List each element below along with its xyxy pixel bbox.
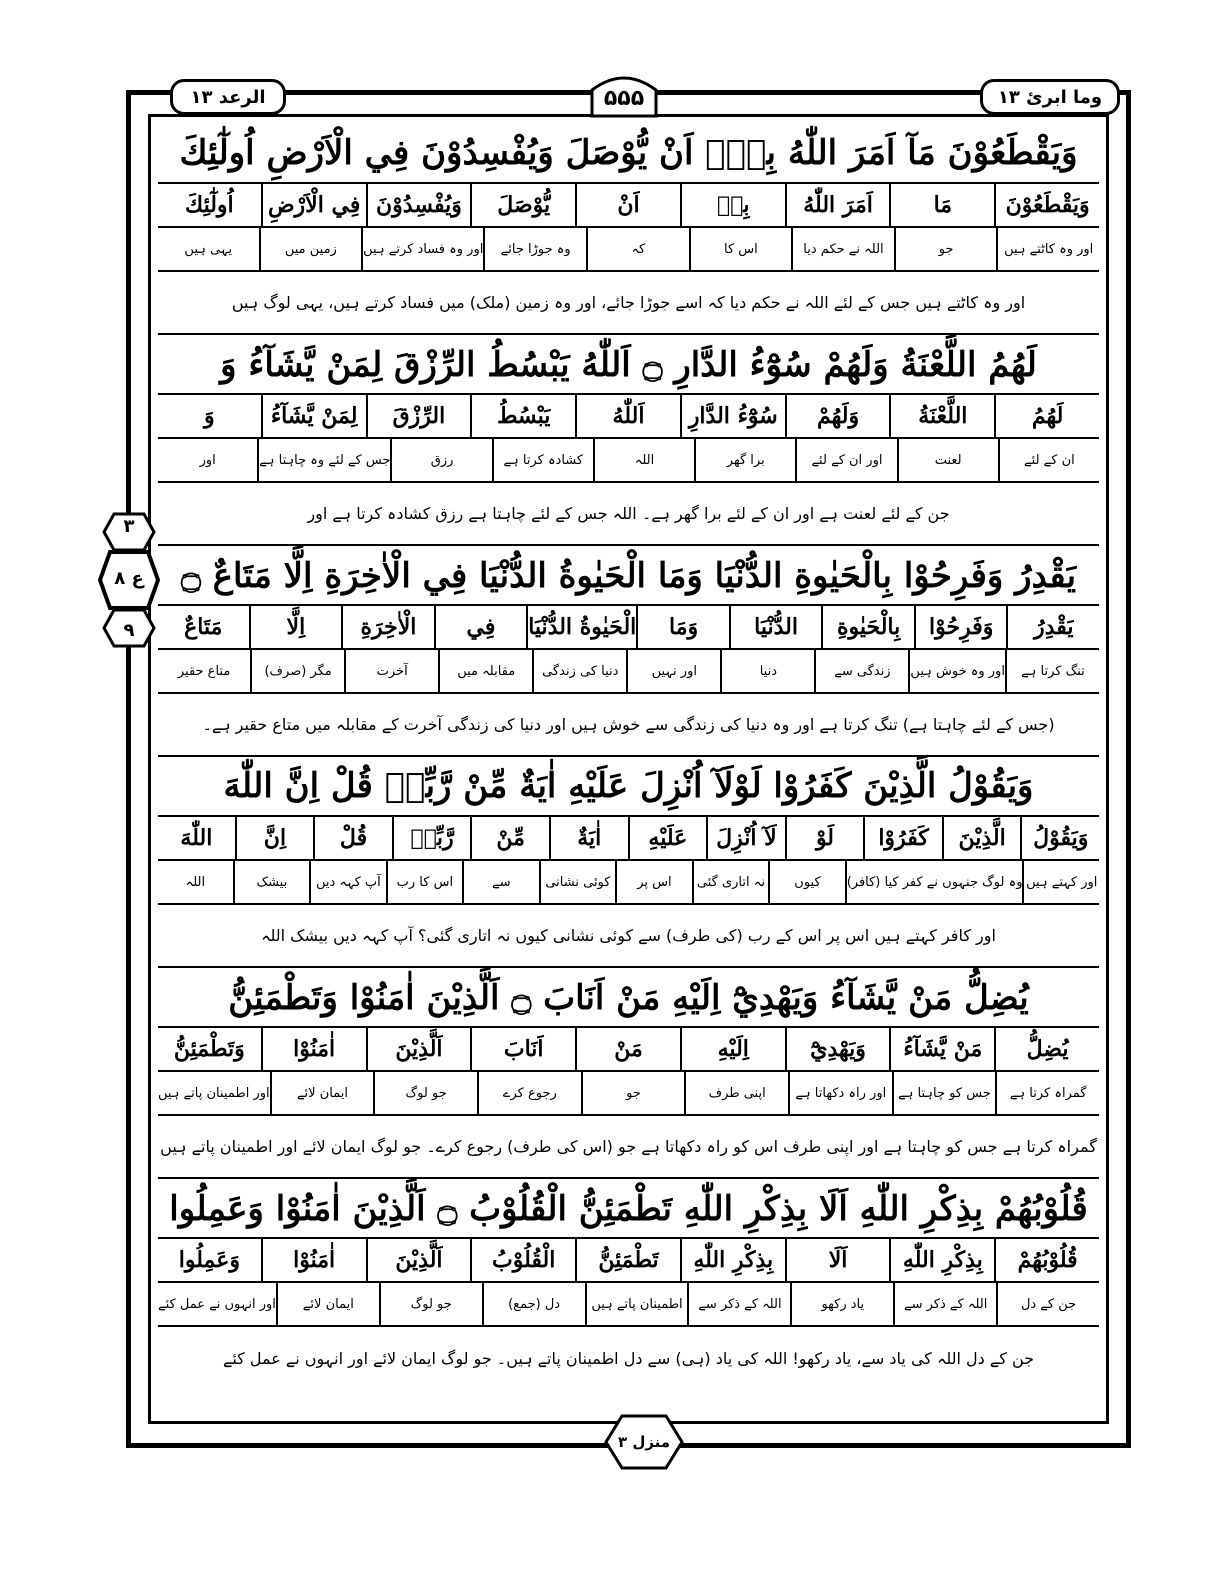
- translation-line: گمراہ کرتا ہے جس کو چاہتا ہے اور اپنی طرف اس کو راہ دکھاتا ہے جو (اس کی طرف) رجوع کرے۔ جو لوگ ایمان لائے اور اطمینان پاتے ہیں: [158, 1116, 1099, 1179]
- meaning-row: [158, 439, 1099, 483]
- meaning-row: [158, 650, 1099, 694]
- word-cell: اٰيَةٌ: [549, 817, 628, 859]
- meaning-cell: وہ جوڑا جائے: [483, 228, 586, 270]
- word-cell: بِالْحَيٰوةِ: [821, 606, 914, 648]
- word-cell: الدُّنْيَا: [729, 606, 822, 648]
- word-cell: اَنْ: [575, 184, 680, 226]
- word-cell: اَلَّذِيْنَ: [366, 1028, 471, 1070]
- meaning-row: [158, 1283, 1099, 1327]
- page-number: ۵۵۵: [603, 85, 645, 111]
- translation-line: اور کافر کہتے ہیں اس پر اس کے رب (کی طرف) سے کوئی نشانی کیوں نہ اتاری گئی؟ آپ کہہ دیں بیشک اللہ: [158, 905, 1099, 968]
- word-cell: الْقُلُوْبُ: [470, 1239, 575, 1281]
- word-cell: اِنَّ: [235, 817, 314, 859]
- word-cell: تَطْمَئِنُّ: [575, 1239, 680, 1281]
- ruku-number-bottom: ۹: [123, 620, 135, 641]
- word-cell: مَنْ يَّشَآءُ: [889, 1028, 994, 1070]
- word-cell: مِّنْ: [470, 817, 549, 859]
- word-cell: فِي الْاَرْضِ: [261, 184, 366, 226]
- meaning-cell: مقابلہ میں: [438, 650, 532, 692]
- word-cell: اُولٰٓئِكَ: [185, 192, 234, 218]
- word-cell: الرِّزْقَ: [366, 395, 471, 437]
- meaning-cell: اپنی طرف: [684, 1072, 788, 1114]
- translation-line: جن کے دل اللہ کی یاد سے، یاد رکھو! اللہ کی یاد (ہی) سے دل اطمینان پاتے ہیں۔ جو لوگ ایمان لائے اور انہوں نے عمل کئے: [222, 1349, 1035, 1368]
- meaning-row: [158, 861, 1099, 905]
- word-row: [158, 395, 1099, 439]
- meaning-cell: اس پر: [615, 861, 692, 903]
- meaning-cell: اور وہ کاٹتے ہیں: [996, 228, 1099, 270]
- translation-line: جن کے لئے لعنت ہے اور ان کے لئے برا گھر ہے۔ اللہ جس کے لئے چاہتا ہے رزق کشادہ کرتا ہے اور: [158, 483, 1099, 546]
- word-cell: يُضِلُّ: [994, 1028, 1099, 1070]
- word-cell: اِلَيْهِ: [680, 1028, 785, 1070]
- word-cell: اٰمَنُوْا: [261, 1028, 366, 1070]
- word-row: [158, 1239, 1099, 1283]
- meaning-row: [158, 228, 1099, 272]
- meaning-cell: ایمان لائے: [270, 1072, 374, 1114]
- meaning-cell: اور وہ خوش ہیں: [908, 650, 1005, 692]
- meaning-cell: کیوں: [768, 861, 845, 903]
- word-cell: وَيَهْدِيْٓ: [785, 1028, 890, 1070]
- meaning-cell: اور ان کے لئے: [795, 439, 896, 481]
- word-cell: اٰمَنُوْا: [261, 1239, 366, 1281]
- meaning-cell: یہی ہیں: [184, 241, 233, 257]
- word-cell: اَلَا: [785, 1239, 890, 1281]
- word-cell: قُلْ: [313, 817, 392, 859]
- meaning-cell: تنگ کرتا ہے: [1005, 650, 1099, 692]
- translation-line: اور وہ کاٹتے ہیں جس کے لئے اللہ نے حکم دیا کہ اسے جوڑا جائے، اور وہ زمین (ملک) میں فساد کرتے ہیں، یہی لوگ ہیں: [158, 272, 1099, 335]
- meaning-cell: رزق: [390, 439, 491, 481]
- meaning-cell: سے: [462, 861, 539, 903]
- word-cell: وَ: [204, 403, 215, 429]
- word-cell: سُوْٓءُ الدَّارِ: [680, 395, 785, 437]
- meaning-cell: زمین میں: [259, 228, 362, 270]
- meaning-cell: جس کو چاہتا ہے: [892, 1072, 996, 1114]
- meaning-cell: کشادہ کرتا ہے: [492, 439, 593, 481]
- verse-line: وَيَقُوْلُ الَّذِيْنَ كَفَرُوْا لَوْلَآ اُنْزِلَ عَلَيْهِ اٰيَةٌ مِّنْ رَّبِّهٖ قُلْ اِنَّ اللّٰهَ: [158, 757, 1099, 817]
- meaning-cell: اللہ: [185, 874, 206, 890]
- word-cell: الَّذِيْنَ: [942, 817, 1021, 859]
- meaning-cell: جن کے دل: [996, 1283, 1099, 1325]
- verse-line: قُلُوْبُهُمْ بِذِكْرِ اللّٰهِ اَلَا بِذِكْرِ اللّٰهِ تَطْمَئِنُّ الْقُلُوْبُ ۝ اَلَّذِيْنَ اٰمَنُوْا وَعَمِلُوا: [158, 1179, 1099, 1239]
- meaning-cell: متاع حقیر: [177, 663, 231, 679]
- meaning-cell: اور: [199, 452, 216, 468]
- word-cell: بِذِكْرِ اللّٰهِ: [680, 1239, 785, 1281]
- word-cell: بِهٖ: [680, 184, 785, 226]
- meaning-cell: بیشک: [233, 861, 310, 903]
- word-cell: الْاٰخِرَةِ: [341, 606, 434, 648]
- meaning-cell: دنیا کی زندگی: [532, 650, 626, 692]
- meaning-cell: اطمینان پاتے ہیں: [585, 1283, 688, 1325]
- word-row: [158, 817, 1099, 861]
- ruku-number-top: ۳: [123, 516, 135, 537]
- meaning-cell: اللہ کے ذکر سے: [687, 1283, 790, 1325]
- meaning-cell: جو لوگ: [373, 1072, 477, 1114]
- meaning-cell: یاد رکھو: [790, 1283, 893, 1325]
- meaning-cell: اور کہتے ہیں: [1022, 861, 1099, 903]
- meaning-cell: لعنت: [897, 439, 998, 481]
- word-cell: يُّوْصَلَ: [470, 184, 575, 226]
- meaning-cell: اور نہیں: [626, 650, 720, 692]
- meaning-cell: اللہ نے حکم دیا: [791, 228, 894, 270]
- meaning-cell: برا گھر: [694, 439, 795, 481]
- meaning-cell: وہ لوگ جنہوں نے کفر کیا (کافر): [845, 861, 1023, 903]
- word-cell: لَآ اُنْزِلَ: [706, 817, 785, 859]
- word-cell: كَفَرُوْا: [863, 817, 942, 859]
- word-cell: وَيَقْطَعُوْنَ: [994, 184, 1099, 226]
- meaning-cell: کہ: [586, 228, 689, 270]
- meaning-cell: اس کا رب: [386, 861, 463, 903]
- word-cell: رَّبِّهٖ: [392, 817, 471, 859]
- word-cell: اَلَّذِيْنَ: [366, 1239, 471, 1281]
- verse-line: يَقْدِرُ وَفَرِحُوْا بِالْحَيٰوةِ الدُّنْيَا وَمَا الْحَيٰوةُ الدُّنْيَا فِي الْاٰخِرَةِ اِلَّا مَتَاعٌ ۝: [158, 546, 1099, 606]
- word-cell: مَتَاعٌ: [184, 614, 223, 640]
- word-cell: بِذِكْرِ اللّٰهِ: [889, 1239, 994, 1281]
- word-cell: اِلَّا: [249, 606, 342, 648]
- meaning-cell: اور راہ دکھاتا ہے: [788, 1072, 892, 1114]
- content-area: [158, 124, 1099, 1394]
- word-cell: مَنْ: [575, 1028, 680, 1070]
- meaning-cell: کوئی نشانی: [539, 861, 616, 903]
- meaning-row: [158, 1072, 1099, 1116]
- word-cell: لَوْ: [785, 817, 864, 859]
- meaning-cell: اور انہوں نے عمل کئے: [157, 1296, 276, 1312]
- word-cell: وَيُفْسِدُوْنَ: [366, 184, 471, 226]
- word-row: [158, 1028, 1099, 1072]
- meaning-cell: دل (جمع): [482, 1283, 585, 1325]
- word-cell: مَا: [889, 184, 994, 226]
- meaning-cell: جو: [894, 228, 997, 270]
- word-cell: يَقْدِرُ: [1006, 606, 1099, 648]
- meaning-cell: ان کے لئے: [998, 439, 1099, 481]
- meaning-cell: ایمان لائے: [276, 1283, 379, 1325]
- meaning-cell: رجوع کرے: [477, 1072, 581, 1114]
- word-cell: لَهُمُ: [994, 395, 1099, 437]
- verse-line: يُضِلُّ مَنْ يَّشَآءُ وَيَهْدِيْٓ اِلَيْهِ مَنْ اَنَابَ ۝ اَلَّذِيْنَ اٰمَنُوْا وَتَطْمَئِنُّ: [158, 968, 1099, 1028]
- meaning-cell: زندگی سے: [814, 650, 908, 692]
- word-cell: عَلَيْهِ: [628, 817, 707, 859]
- para-label: وما ابرئ ۱۳: [980, 79, 1120, 115]
- meaning-cell: مگر (صرف): [250, 650, 344, 692]
- meaning-cell: اللہ: [593, 439, 694, 481]
- word-cell: يَبْسُطُ: [470, 395, 575, 437]
- word-cell: قُلُوْبُهُمْ: [994, 1239, 1099, 1281]
- word-cell: فِي: [434, 606, 527, 648]
- meaning-cell: اور اطمینان پاتے ہیں: [157, 1085, 270, 1101]
- word-cell: وَلَهُمْ: [785, 395, 890, 437]
- word-row: [158, 606, 1099, 650]
- word-cell: وَتَطْمَئِنُّ: [173, 1036, 245, 1062]
- meaning-cell: دنیا: [720, 650, 814, 692]
- word-cell: اَمَرَ اللّٰهُ: [785, 184, 890, 226]
- meaning-cell: اور وہ فساد کرتے ہیں: [361, 228, 483, 270]
- word-cell: لِمَنْ يَّشَآءُ: [261, 395, 366, 437]
- surah-label: الرعد ۱۳: [170, 79, 286, 115]
- word-cell: اللّٰهَ: [180, 825, 213, 851]
- word-row: [158, 184, 1099, 228]
- meaning-cell: نہ اتاری گئی: [692, 861, 769, 903]
- word-cell: وَفَرِحُوْا: [914, 606, 1007, 648]
- word-cell: اَللّٰهُ: [575, 395, 680, 437]
- meaning-cell: آپ کہہ دیں: [309, 861, 386, 903]
- manzil-label: منزل ۳: [617, 1433, 671, 1451]
- meaning-cell: آخرت: [344, 650, 438, 692]
- meaning-cell: اس کا: [689, 228, 792, 270]
- word-cell: وَمَا: [636, 606, 729, 648]
- word-cell: اَنَابَ: [470, 1028, 575, 1070]
- ruku-number-middle: ع ۸: [114, 568, 144, 589]
- meaning-cell: جو لوگ: [379, 1283, 482, 1325]
- meaning-cell: گمراہ کرتا ہے: [995, 1072, 1099, 1114]
- meaning-cell: جو: [581, 1072, 685, 1114]
- verse-line: لَهُمُ اللَّعْنَةُ وَلَهُمْ سُوْٓءُ الدَّارِ ۝ اَللّٰهُ يَبْسُطُ الرِّزْقَ لِمَنْ يَّشَآءُ وَ: [158, 335, 1099, 395]
- word-cell: الْحَيٰوةُ الدُّنْيَا: [526, 606, 636, 648]
- translation-line: (جس کے لئے چاہتا ہے) تنگ کرتا ہے اور وہ دنیا کی زندگی سے خوش ہیں اور دنیا کی زندگی آخرت کے مقابلہ میں متاع حقیر ہے۔: [158, 694, 1099, 757]
- meaning-cell: اللہ کے ذکر سے: [893, 1283, 996, 1325]
- word-cell: اللَّعْنَةُ: [889, 395, 994, 437]
- word-cell: وَيَقُوْلُ: [1020, 817, 1099, 859]
- word-cell: وَعَمِلُوا: [178, 1247, 240, 1273]
- meaning-cell: جس کے لئے وہ چاہتا ہے: [257, 439, 390, 481]
- verse-line: وَيَقْطَعُوْنَ مَآ اَمَرَ اللّٰهُ بِهٖٓ اَنْ يُّوْصَلَ وَيُفْسِدُوْنَ فِي الْاَرْضِ اُولٰٓئِكَ: [158, 124, 1099, 184]
